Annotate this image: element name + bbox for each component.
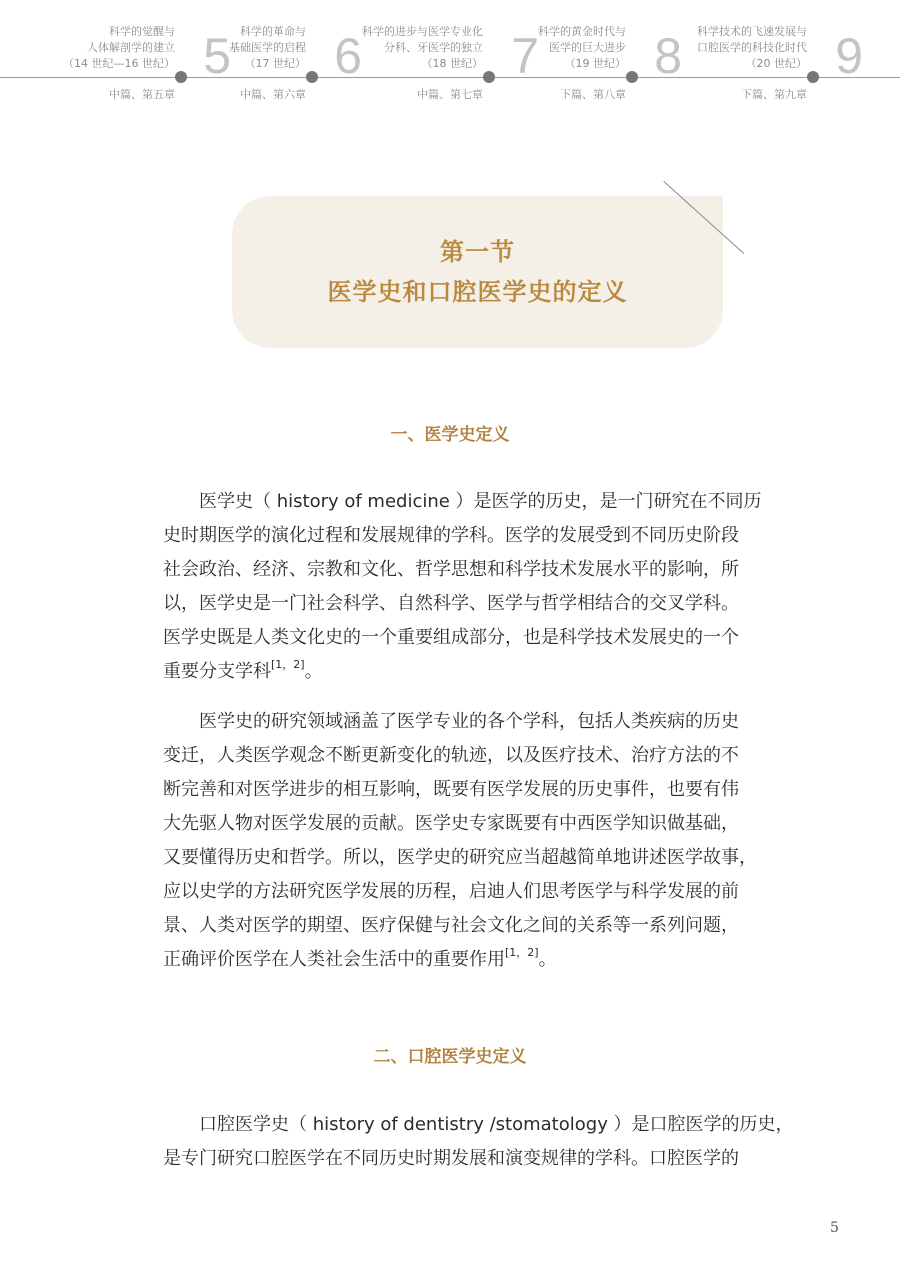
subheading-dental-history: 二、口腔医学史定义 [373, 1047, 527, 1067]
timeline-number: 5 [203, 28, 231, 84]
timeline-part: 中篇、第七章 [417, 88, 483, 101]
text-line: 是专门研究口腔医学在不同历史时期发展和演变规律的学科。口腔医学的 [163, 1148, 739, 1169]
text-line: 大先驱人物对医学发展的贡献。医学史专家既要有中西医学知识做基础， [163, 813, 739, 834]
text-line-last [163, 943, 803, 977]
citation-ref[interactable]: [1，2] [505, 946, 539, 959]
paragraph-3 [163, 1108, 803, 1176]
text-line: 社会政治、经济、宗教和文化、哲学思想和科学技术发展水平的影响，所 [163, 559, 739, 580]
chapter-timeline [0, 0, 900, 110]
text-line: 医学史（ history of medicine ）是医学的历史，是一门研究在不同历 [163, 491, 762, 512]
timeline-number: 8 [654, 28, 682, 84]
text-line: 医学史既是人类文化史的一个重要组成部分，也是科学技术发展史的一个 [163, 627, 739, 648]
text-fragment: 。 [304, 661, 323, 682]
text-line: 变迁，人类医学观念不断更新变化的轨迹，以及医疗技术、治疗方法的不 [163, 745, 739, 766]
section-number: 第一节 [440, 238, 515, 266]
timeline-line-3: （20 世纪） [745, 57, 807, 70]
text-line: 又要懂得历史和哲学。所以，医学史的研究应当超越简单地讲述医学故事， [163, 847, 757, 868]
timeline-line-1: 科学的黄金时代与 [538, 25, 626, 38]
text-line: 口腔医学史（ history of dentistry /stomatology ）是口腔医学的历史， [163, 1114, 794, 1135]
timeline-line-2: 人体解剖学的建立 [87, 41, 175, 54]
timeline-number: 6 [334, 28, 362, 84]
timeline-number: 7 [511, 28, 539, 84]
timeline-line-2: 分科、牙医学的独立 [384, 41, 483, 54]
timeline-line-1: 科学的觉醒与 [109, 25, 175, 38]
timeline-line-3: （19 世纪） [564, 57, 626, 70]
text-line-last [163, 655, 803, 689]
timeline-item-text [627, 24, 807, 72]
text-line: 断完善和对医学进步的相互影响，既要有医学发展的历史事件，也要有伟 [163, 779, 739, 800]
timeline-line-3: （14 世纪—16 世纪） [63, 57, 175, 70]
text-fragment: 重要分支学科 [163, 661, 271, 682]
subheading-medical-history: 一、医学史定义 [390, 425, 510, 445]
paragraph-2 [163, 705, 803, 977]
timeline-line-2: 口腔医学的科技化时代 [697, 41, 807, 54]
text-line: 景、人类对医学的期望、医疗保健与社会文化之间的关系等一系列问题， [163, 915, 739, 936]
timeline-dot [807, 71, 819, 83]
timeline-line-3: （18 世纪） [421, 57, 483, 70]
timeline-line-2: 基础医学的启程 [229, 41, 306, 54]
text-fragment: 正确评价医学在人类社会生活中的重要作用 [163, 949, 505, 970]
timeline-line-1: 科学的革命与 [240, 25, 306, 38]
timeline-number: 9 [835, 28, 863, 84]
timeline-part: 下篇、第八章 [560, 88, 626, 101]
text-line: 以，医学史是一门社会科学、自然科学、医学与哲学相结合的交叉学科。 [163, 593, 739, 614]
timeline-part: 中篇、第六章 [240, 88, 306, 101]
text-line: 史时期医学的演化过程和发展规律的学科。医学的发展受到不同历史阶段 [163, 525, 739, 546]
text-fragment: 。 [538, 949, 557, 970]
timeline-part: 中篇、第五章 [109, 88, 175, 101]
timeline-line-1: 科学技术的飞速发展与 [697, 25, 807, 38]
text-line: 应以史学的方法研究医学发展的历程，启迪人们思考医学与科学发展的前 [163, 881, 739, 902]
page-number: 5 [830, 1220, 839, 1236]
timeline-line-2: 医学的巨大进步 [549, 41, 626, 54]
timeline-line-1: 科学的进步与医学专业化 [362, 25, 483, 38]
text-line: 医学史的研究领域涵盖了医学专业的各个学科，包括人类疾病的历史 [163, 711, 739, 732]
section-title: 医学史和口腔医学史的定义 [327, 278, 628, 306]
paragraph-1 [163, 485, 803, 689]
timeline-part: 下篇、第九章 [741, 88, 807, 101]
timeline-item-9[interactable] [0, 0, 865, 110]
timeline-line-3: （17 世纪） [244, 57, 306, 70]
citation-ref[interactable]: [1，2] [271, 658, 305, 671]
